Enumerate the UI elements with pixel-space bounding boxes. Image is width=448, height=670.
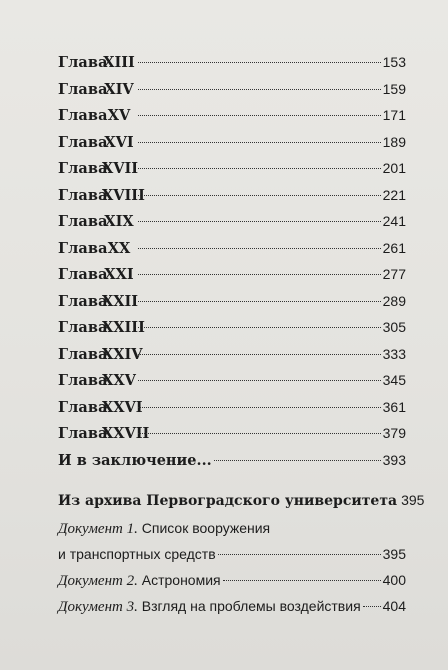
page-number: 379 bbox=[382, 425, 406, 441]
document-prefix: Документ 3. bbox=[58, 599, 138, 615]
dot-leader bbox=[138, 115, 381, 116]
page-number: 189 bbox=[382, 133, 406, 150]
chapter-number: XV bbox=[107, 107, 131, 124]
page-number: 361 bbox=[382, 398, 406, 415]
page-number: 404 bbox=[382, 598, 406, 614]
dot-leader bbox=[138, 142, 381, 143]
dot-leader bbox=[138, 195, 381, 196]
page-number: 333 bbox=[382, 345, 406, 362]
dot-leader bbox=[138, 433, 381, 434]
document-title: Список вооружения bbox=[141, 520, 271, 536]
toc-entry-chapter-24 bbox=[58, 346, 406, 373]
page-number: 277 bbox=[382, 266, 406, 282]
entry-title: Из архива Первоградского университета bbox=[58, 493, 398, 509]
dot-leader bbox=[138, 168, 381, 169]
dot-leader bbox=[138, 248, 381, 249]
dot-leader bbox=[138, 221, 381, 222]
chapter-word: Глава bbox=[58, 345, 108, 363]
chapter-word: Глава bbox=[58, 133, 108, 151]
dot-leader bbox=[218, 554, 381, 555]
chapter-word: Глава bbox=[58, 398, 108, 416]
chapter-word: Глава bbox=[58, 372, 108, 389]
dot-leader bbox=[138, 380, 381, 381]
page-number: 400 bbox=[382, 572, 406, 588]
toc-entry-chapter-13 bbox=[58, 54, 406, 81]
toc-entry-chapter-15 bbox=[58, 107, 406, 134]
chapter-number: XXII bbox=[102, 292, 139, 310]
toc-entry-chapter-27 bbox=[58, 425, 406, 452]
toc-entry-archive bbox=[58, 492, 425, 520]
page-number: 171 bbox=[382, 107, 406, 123]
toc-entry-chapter-19 bbox=[58, 213, 406, 240]
chapter-number: XVII bbox=[102, 160, 139, 177]
document-title-continued: и транспортных средств bbox=[58, 546, 216, 562]
chapter-word: Глава bbox=[58, 186, 108, 204]
page-number: 201 bbox=[382, 160, 406, 176]
toc-entry-chapter-18 bbox=[58, 187, 406, 214]
chapter-word: Глава bbox=[58, 160, 108, 177]
toc-entry-document-1 bbox=[58, 520, 406, 546]
page-number: 345 bbox=[382, 372, 406, 388]
page-number: 221 bbox=[382, 186, 406, 203]
toc-entry-closing bbox=[58, 452, 406, 479]
toc-entry-chapter-23 bbox=[58, 319, 406, 346]
chapter-word: Глава bbox=[58, 425, 108, 442]
chapter-number: XXIV bbox=[102, 345, 143, 363]
dot-leader bbox=[214, 460, 381, 461]
chapter-number: XXI bbox=[104, 266, 134, 283]
toc-entry-chapter-25 bbox=[58, 372, 406, 399]
toc-entry-document-2 bbox=[58, 572, 406, 598]
toc-entry-chapter-21 bbox=[58, 266, 406, 293]
page-number: 395 bbox=[382, 546, 406, 562]
document-title: Взгляд на проблемы воздействия bbox=[141, 598, 361, 614]
chapter-word: Глава bbox=[58, 292, 108, 310]
page-number: 395 bbox=[401, 492, 425, 508]
chapter-number: XXVII bbox=[102, 425, 150, 442]
dot-leader bbox=[223, 580, 381, 581]
section-spacer bbox=[58, 478, 406, 492]
chapter-number: XXV bbox=[102, 372, 136, 389]
chapter-number: XVIII bbox=[102, 186, 145, 204]
chapter-word: Глава bbox=[58, 107, 108, 124]
chapter-word: Глава bbox=[58, 319, 108, 336]
chapter-number: XX bbox=[107, 239, 131, 257]
page-number: 305 bbox=[382, 319, 406, 335]
page-number: 261 bbox=[382, 239, 406, 256]
chapter-word: Глава bbox=[58, 54, 108, 71]
toc-entry-chapter-20 bbox=[58, 240, 406, 267]
page-number: 153 bbox=[382, 54, 406, 70]
chapter-word: Глава bbox=[58, 80, 108, 98]
entry-title: И в заключение... bbox=[58, 451, 212, 469]
document-prefix: Документ 1. bbox=[58, 521, 138, 537]
page-number: 393 bbox=[382, 451, 406, 468]
document-title: Астрономия bbox=[141, 572, 221, 588]
chapter-number: XIV bbox=[104, 80, 134, 98]
table-of-contents bbox=[58, 54, 425, 624]
chapter-word: Глава bbox=[58, 266, 108, 283]
dot-leader bbox=[138, 301, 381, 302]
dot-leader bbox=[363, 606, 381, 607]
dot-leader bbox=[138, 89, 381, 90]
page-number: 159 bbox=[382, 80, 406, 97]
toc-entry-chapter-26 bbox=[58, 399, 406, 426]
page-number: 289 bbox=[382, 292, 406, 309]
chapter-word: Глава bbox=[58, 239, 108, 257]
chapter-number: XIII bbox=[103, 54, 135, 71]
dot-leader bbox=[138, 407, 381, 408]
dot-leader bbox=[138, 274, 381, 275]
toc-entry-chapter-17 bbox=[58, 160, 406, 187]
chapter-number: XIX bbox=[104, 213, 134, 230]
chapter-number: XXIII bbox=[102, 319, 145, 336]
page-number: 241 bbox=[382, 213, 406, 229]
chapter-number: XVI bbox=[104, 133, 134, 151]
toc-entry-document-1-continued bbox=[58, 546, 406, 572]
dot-leader bbox=[138, 327, 381, 328]
toc-entry-chapter-22 bbox=[58, 293, 406, 320]
document-prefix: Документ 2. bbox=[58, 573, 138, 589]
chapter-word: Глава bbox=[58, 213, 108, 230]
toc-entry-chapter-14 bbox=[58, 81, 406, 108]
toc-entry-chapter-16 bbox=[58, 134, 406, 161]
toc-entry-document-3 bbox=[58, 598, 406, 624]
dot-leader bbox=[138, 354, 381, 355]
dot-leader bbox=[138, 62, 381, 63]
chapter-number: XXVI bbox=[102, 398, 143, 416]
